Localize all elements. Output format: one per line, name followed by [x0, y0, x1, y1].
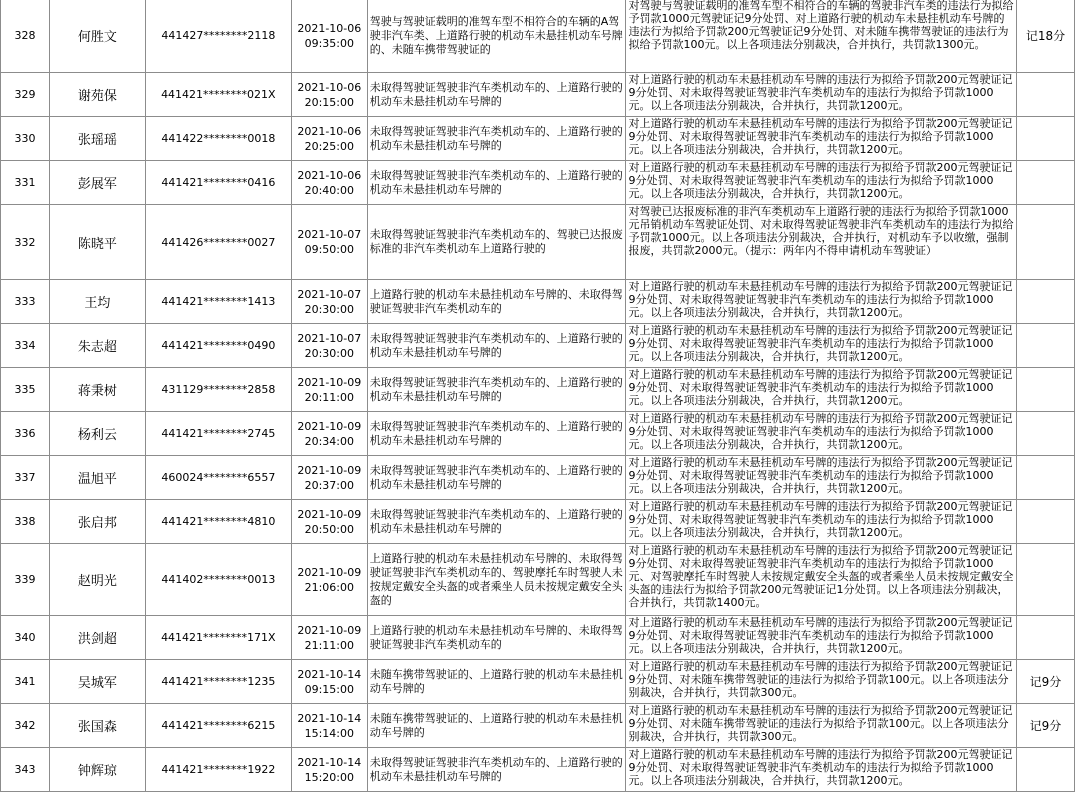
penalty-decision-cell	[626, 660, 1017, 704]
penalty-text: 对上道路行驶的机动车未悬挂机动车号牌的违法行为拟给予罚款200元驾驶证记9分处罚、对未取得驾驶证驾驶非汽车类机动车的违法行为拟给予罚款1000元。以上各项违法分别裁决，合并执行，共罚款1200元。	[628, 117, 1013, 156]
points-deducted-cell	[1017, 161, 1075, 205]
violation-fact-cell: 上道路行驶的机动车未悬挂机动车号牌的、未取得驾驶证驾驶非汽车类机动车的、驾驶摩托车时驾驶人未按规定戴安全头盔的或者乘坐人员未按规定戴安全头盔的	[367, 544, 626, 616]
penalty-text: 对上道路行驶的机动车未悬挂机动车号牌的违法行为拟给予罚款200元驾驶证记9分处罚、对未随车携带驾驶证的违法行为拟给予罚款100元。以上各项违法分别裁决，合并执行，共罚款300元。	[628, 704, 1013, 743]
violation-time-cell	[291, 280, 367, 324]
penalty-decision-cell	[626, 704, 1017, 748]
penalty-text: 对上道路行驶的机动车未悬挂机动车号牌的违法行为拟给予罚款200元驾驶证记9分处罚、对未取得驾驶证驾驶非汽车类机动车的违法行为拟给予罚款1000元、对驾驶摩托车时驾驶人未按规定戴安全头盔的或者乘坐人员未按规定戴安全头盔的违法行为拟给予罚款200元驾驶证记1分处罚。以上各项违法分别裁决，合并执行，共罚款1400元。	[628, 544, 1014, 609]
violation-fact-cell: 未取得驾驶证驾驶非汽车类机动车的、上道路行驶的机动车未悬挂机动车号牌的	[367, 456, 626, 500]
violation-fact-cell: 未取得驾驶证驾驶非汽车类机动车的、上道路行驶的机动车未悬挂机动车号牌的	[367, 500, 626, 544]
violation-date: 2021-10-09	[297, 623, 362, 637]
violation-date: 2021-10-14	[297, 711, 362, 725]
violation-clock-time: 20:25:00	[304, 139, 354, 153]
violation-clock-time: 15:20:00	[304, 770, 354, 784]
violation-clock-time: 20:15:00	[304, 95, 354, 109]
points-deducted-cell: 记9分	[1017, 704, 1075, 748]
violation-clock-time: 21:11:00	[304, 638, 354, 652]
violation-time-cell	[291, 161, 367, 205]
row-number-cell: 335	[1, 368, 50, 412]
id-number-cell: 441426********0027	[145, 205, 291, 280]
id-number-cell: 441421********0416	[145, 161, 291, 205]
table-body	[1, 0, 1075, 792]
penalty-decision-cell	[626, 368, 1017, 412]
row-number-cell: 330	[1, 117, 50, 161]
penalty-decision-cell	[626, 616, 1017, 660]
person-name-cell: 蒋秉树	[49, 368, 145, 412]
person-name-cell: 谢苑保	[49, 73, 145, 117]
penalty-decision-cell	[626, 748, 1017, 792]
id-number-cell: 441421********0490	[145, 324, 291, 368]
person-name-cell: 张启邦	[49, 500, 145, 544]
points-deducted-cell	[1017, 456, 1075, 500]
penalty-decision-cell	[626, 280, 1017, 324]
violation-fact-cell: 未取得驾驶证驾驶非汽车类机动车的、上道路行驶的机动车未悬挂机动车号牌的	[367, 412, 626, 456]
points-deducted-cell: 记9分	[1017, 660, 1075, 704]
row-number-cell: 329	[1, 73, 50, 117]
violation-clock-time: 15:14:00	[304, 726, 354, 740]
table-row	[1, 660, 1075, 704]
violation-fact-cell: 上道路行驶的机动车未悬挂机动车号牌的、未取得驾驶证驾驶非汽车类机动车的	[367, 280, 626, 324]
table-row	[1, 704, 1075, 748]
person-name-cell: 陈晓平	[49, 205, 145, 280]
penalty-decision-cell	[626, 500, 1017, 544]
violation-fact-cell: 未取得驾驶证驾驶非汽车类机动车的、上道路行驶的机动车未悬挂机动车号牌的	[367, 368, 626, 412]
penalty-text: 对上道路行驶的机动车未悬挂机动车号牌的违法行为拟给予罚款200元驾驶证记9分处罚、对未取得驾驶证驾驶非汽车类机动车的违法行为拟给予罚款1000元。以上各项违法分别裁决，合并执行，共罚款1200元。	[628, 73, 1013, 112]
person-name-cell: 朱志超	[49, 324, 145, 368]
points-deducted-cell: 记18分	[1017, 0, 1075, 73]
violation-clock-time: 09:35:00	[304, 36, 354, 50]
violation-fact-cell: 未随车携带驾驶证的、上道路行驶的机动车未悬挂机动车号牌的	[367, 660, 626, 704]
person-name-cell: 温旭平	[49, 456, 145, 500]
violation-clock-time: 21:06:00	[304, 580, 354, 594]
violation-time-cell	[291, 324, 367, 368]
row-number-cell: 332	[1, 205, 50, 280]
id-number-cell: 441421********1922	[145, 748, 291, 792]
violation-time-cell	[291, 0, 367, 73]
violation-time-cell	[291, 117, 367, 161]
table-row	[1, 544, 1075, 616]
row-number-cell: 340	[1, 616, 50, 660]
row-number-cell: 333	[1, 280, 50, 324]
table-row	[1, 616, 1075, 660]
row-number-cell: 343	[1, 748, 50, 792]
violation-date: 2021-10-14	[297, 667, 362, 681]
penalty-text: 对上道路行驶的机动车未悬挂机动车号牌的违法行为拟给予罚款200元驾驶证记9分处罚、对未取得驾驶证驾驶非汽车类机动车的违法行为拟给予罚款1000元。以上各项违法分别裁决，合并执行，共罚款1200元。	[628, 280, 1013, 319]
points-deducted-cell	[1017, 748, 1075, 792]
penalty-text: 对上道路行驶的机动车未悬挂机动车号牌的违法行为拟给予罚款200元驾驶证记9分处罚、对未随车携带驾驶证的违法行为拟给予罚款100元。以上各项违法分别裁决，合并执行，共罚款300元。	[628, 660, 1013, 699]
violation-date: 2021-10-09	[297, 375, 362, 389]
id-number-cell: 441427********2118	[145, 0, 291, 73]
violation-fact-cell: 未取得驾驶证驾驶非汽车类机动车的、驾驶已达报废标准的非汽车类机动车上道路行驶的	[367, 205, 626, 280]
penalty-text: 对上道路行驶的机动车未悬挂机动车号牌的违法行为拟给予罚款200元驾驶证记9分处罚、对未取得驾驶证驾驶非汽车类机动车的违法行为拟给予罚款1000元。以上各项违法分别裁决，合并执行，共罚款1200元。	[628, 616, 1013, 655]
violation-time-cell	[291, 368, 367, 412]
penalty-text: 对上道路行驶的机动车未悬挂机动车号牌的违法行为拟给予罚款200元驾驶证记9分处罚、对未取得驾驶证驾驶非汽车类机动车的违法行为拟给予罚款1000元。以上各项违法分别裁决，合并执行，共罚款1200元。	[628, 368, 1013, 407]
person-name-cell: 张国森	[49, 704, 145, 748]
row-number-cell: 339	[1, 544, 50, 616]
violation-time-cell	[291, 412, 367, 456]
points-deducted-cell	[1017, 73, 1075, 117]
table-row	[1, 280, 1075, 324]
violation-fact-cell: 上道路行驶的机动车未悬挂机动车号牌的、未取得驾驶证驾驶非汽车类机动车的	[367, 616, 626, 660]
violation-date: 2021-10-09	[297, 463, 362, 477]
row-number-cell: 338	[1, 500, 50, 544]
id-number-cell: 431129********2858	[145, 368, 291, 412]
penalty-decision-cell	[626, 73, 1017, 117]
violation-time-cell	[291, 456, 367, 500]
table-row	[1, 117, 1075, 161]
points-deducted-cell	[1017, 205, 1075, 280]
violation-date: 2021-10-09	[297, 507, 362, 521]
table-row	[1, 161, 1075, 205]
violation-time-cell	[291, 748, 367, 792]
penalty-text: 对上道路行驶的机动车未悬挂机动车号牌的违法行为拟给予罚款200元驾驶证记9分处罚、对未取得驾驶证驾驶非汽车类机动车的违法行为拟给予罚款1000元。以上各项违法分别裁决，合并执行，共罚款1200元。	[628, 412, 1013, 451]
id-number-cell: 441402********0013	[145, 544, 291, 616]
penalty-text: 对上道路行驶的机动车未悬挂机动车号牌的违法行为拟给予罚款200元驾驶证记9分处罚、对未取得驾驶证驾驶非汽车类机动车的违法行为拟给予罚款1000元。以上各项违法分别裁决，合并执行，共罚款1200元。	[628, 324, 1013, 363]
person-name-cell: 张瑶瑶	[49, 117, 145, 161]
points-deducted-cell	[1017, 500, 1075, 544]
violation-clock-time: 20:11:00	[304, 390, 354, 404]
person-name-cell: 洪剑超	[49, 616, 145, 660]
person-name-cell: 吴城军	[49, 660, 145, 704]
violation-date: 2021-10-09	[297, 419, 362, 433]
penalty-decision-cell	[626, 161, 1017, 205]
row-number-cell: 337	[1, 456, 50, 500]
violation-date: 2021-10-14	[297, 755, 362, 769]
violation-time-cell	[291, 73, 367, 117]
violation-fact-cell: 未取得驾驶证驾驶非汽车类机动车的、上道路行驶的机动车未悬挂机动车号牌的	[367, 748, 626, 792]
violation-time-cell	[291, 616, 367, 660]
violation-clock-time: 20:37:00	[304, 478, 354, 492]
violation-time-cell	[291, 704, 367, 748]
points-deducted-cell	[1017, 280, 1075, 324]
id-number-cell: 441421********1235	[145, 660, 291, 704]
table-row	[1, 0, 1075, 73]
penalty-text: 对驾驶与驾驶证载明的准驾车型不相符合的车辆的驾驶非汽车类的违法行为拟给予罚款1000元驾驶证记9分处罚、对上道路行驶的机动车未悬挂机动车号牌的违法行为拟给予罚款200元驾驶证记9分处罚、对未随车携带驾驶证的违法行为拟给予罚款100元。以上各项违法分别裁决，合并执行，共罚款1300元。	[628, 0, 1014, 51]
violation-clock-time: 09:15:00	[304, 682, 354, 696]
id-number-cell: 460024********6557	[145, 456, 291, 500]
row-number-cell: 331	[1, 161, 50, 205]
points-deducted-cell	[1017, 412, 1075, 456]
penalty-text: 对上道路行驶的机动车未悬挂机动车号牌的违法行为拟给予罚款200元驾驶证记9分处罚、对未取得驾驶证驾驶非汽车类机动车的违法行为拟给予罚款1000元。以上各项违法分别裁决，合并执行，共罚款1200元。	[628, 748, 1013, 787]
violation-date: 2021-10-06	[297, 21, 362, 35]
person-name-cell: 何胜文	[49, 0, 145, 73]
violation-clock-time: 20:30:00	[304, 302, 354, 316]
violation-clock-time: 09:50:00	[304, 243, 354, 256]
table-row	[1, 324, 1075, 368]
violation-clock-time: 20:34:00	[304, 434, 354, 448]
violation-clock-time: 20:50:00	[304, 522, 354, 536]
violation-fact-cell: 未取得驾驶证驾驶非汽车类机动车的、上道路行驶的机动车未悬挂机动车号牌的	[367, 117, 626, 161]
points-deducted-cell	[1017, 324, 1075, 368]
person-name-cell: 杨利云	[49, 412, 145, 456]
table-row	[1, 412, 1075, 456]
person-name-cell: 王均	[49, 280, 145, 324]
table-row	[1, 748, 1075, 792]
penalty-decision-cell	[626, 412, 1017, 456]
violation-clock-time: 20:40:00	[304, 183, 354, 197]
points-deducted-cell	[1017, 616, 1075, 660]
violation-time-cell	[291, 660, 367, 704]
violation-fact-cell: 未取得驾驶证驾驶非汽车类机动车的、上道路行驶的机动车未悬挂机动车号牌的	[367, 161, 626, 205]
violation-fact-cell: 未随车携带驾驶证的、上道路行驶的机动车未悬挂机动车号牌的	[367, 704, 626, 748]
penalty-decision-cell	[626, 205, 1017, 280]
penalty-text: 对上道路行驶的机动车未悬挂机动车号牌的违法行为拟给予罚款200元驾驶证记9分处罚、对未取得驾驶证驾驶非汽车类机动车的违法行为拟给予罚款1000元。以上各项违法分别裁决，合并执行，共罚款1200元。	[628, 500, 1013, 539]
table-row	[1, 73, 1075, 117]
table-row	[1, 500, 1075, 544]
points-deducted-cell	[1017, 368, 1075, 412]
penalty-decision-cell	[626, 544, 1017, 616]
penalty-text: 对上道路行驶的机动车未悬挂机动车号牌的违法行为拟给予罚款200元驾驶证记9分处罚、对未取得驾驶证驾驶非汽车类机动车的违法行为拟给予罚款1000元。以上各项违法分别裁决，合并执行，共罚款1200元。	[628, 161, 1013, 200]
violation-date: 2021-10-07	[297, 331, 362, 345]
id-number-cell: 441421********171X	[145, 616, 291, 660]
row-number-cell: 341	[1, 660, 50, 704]
id-number-cell: 441421********6215	[145, 704, 291, 748]
points-deducted-cell	[1017, 544, 1075, 616]
id-number-cell: 441422********0018	[145, 117, 291, 161]
person-name-cell: 彭展军	[49, 161, 145, 205]
violation-date: 2021-10-07	[297, 287, 362, 301]
points-deducted-cell	[1017, 117, 1075, 161]
penalty-text: 对驾驶已达报废标准的非汽车类机动车上道路行驶的违法行为拟给予罚款1000元吊销机动车驾驶证处罚、对未取得驾驶证驾驶非汽车类机动车的违法行为拟给予罚款1000元。以上各项违法分别裁决，合并执行，对机动车予以收缴，强制报废，共罚款2000元。（提示：两年内不得申请机动车驾驶证）	[628, 205, 1014, 257]
table-row	[1, 205, 1075, 280]
violation-clock-time: 20:30:00	[304, 346, 354, 360]
row-number-cell: 336	[1, 412, 50, 456]
violation-fact-cell: 未取得驾驶证驾驶非汽车类机动车的、上道路行驶的机动车未悬挂机动车号牌的	[367, 73, 626, 117]
violation-time-cell	[291, 500, 367, 544]
violation-time-cell	[291, 205, 367, 280]
person-name-cell: 赵明光	[49, 544, 145, 616]
table-row	[1, 368, 1075, 412]
row-number-cell: 342	[1, 704, 50, 748]
id-number-cell: 441421********2745	[145, 412, 291, 456]
violation-date: 2021-10-09	[297, 565, 362, 579]
id-number-cell: 441421********4810	[145, 500, 291, 544]
penalty-decision-cell	[626, 456, 1017, 500]
violation-date: 2021-10-06	[297, 124, 362, 138]
violation-time-cell	[291, 544, 367, 616]
penalty-decision-cell	[626, 117, 1017, 161]
penalty-text: 对上道路行驶的机动车未悬挂机动车号牌的违法行为拟给予罚款200元驾驶证记9分处罚、对未取得驾驶证驾驶非汽车类机动车的违法行为拟给予罚款1000元。以上各项违法分别裁决，合并执行，共罚款1200元。	[628, 456, 1013, 495]
table-row	[1, 456, 1075, 500]
violation-fact-cell: 未取得驾驶证驾驶非汽车类机动车的、上道路行驶的机动车未悬挂机动车号牌的	[367, 324, 626, 368]
violation-date: 2021-10-06	[297, 168, 362, 182]
id-number-cell: 441421********021X	[145, 73, 291, 117]
penalty-decision-cell	[626, 0, 1017, 73]
penalty-decision-cell	[626, 324, 1017, 368]
violation-fact-cell: 驾驶与驾驶证载明的准驾车型不相符合的车辆的A驾驶非汽车类、上道路行驶的机动车未悬挂机动车号牌的、未随车携带驾驶证的	[367, 0, 626, 73]
row-number-cell: 328	[1, 0, 50, 73]
violation-date: 2021-10-07	[297, 228, 362, 241]
id-number-cell: 441421********1413	[145, 280, 291, 324]
row-number-cell: 334	[1, 324, 50, 368]
person-name-cell: 钟辉琼	[49, 748, 145, 792]
violation-date: 2021-10-06	[297, 80, 362, 94]
